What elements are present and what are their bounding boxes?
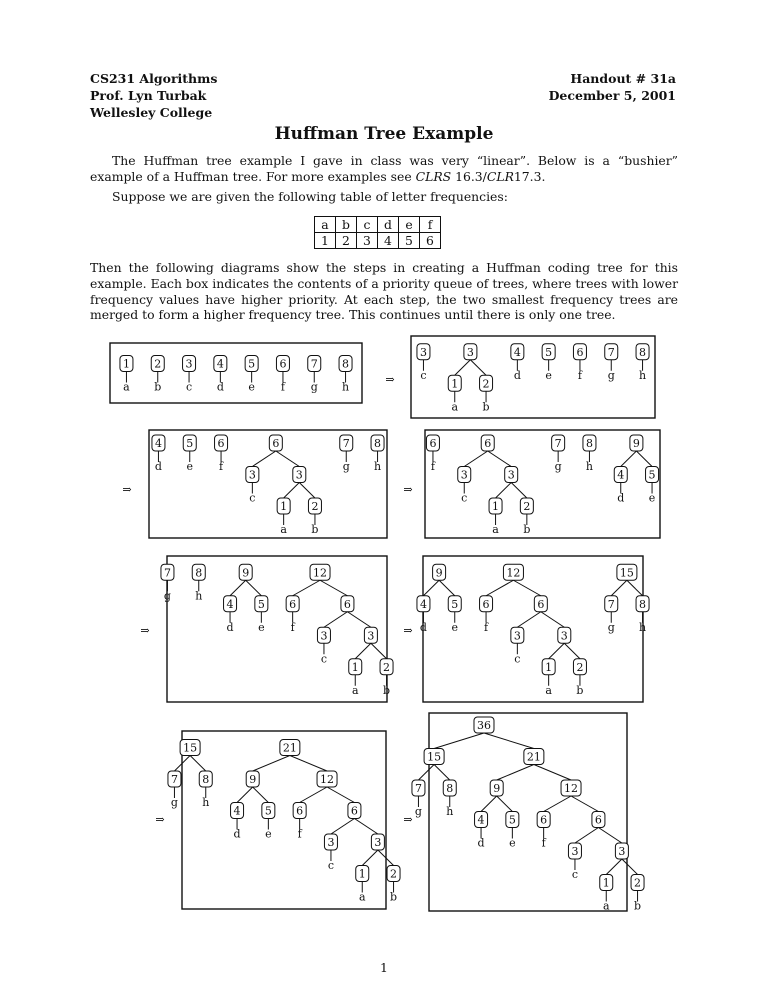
intro-text-end: 17.3. (513, 168, 546, 184)
frequency-value: 6 (289, 597, 297, 611)
leaf-letter: b (311, 523, 319, 536)
tree-edge (190, 756, 206, 772)
frequency-value: 8 (195, 566, 203, 580)
frequency-value: 4 (617, 468, 625, 482)
tree-edge (564, 643, 580, 659)
frequency-value: 3 (507, 468, 515, 482)
table-intro-paragraph: Suppose we are given the following table of letter frequencies: (112, 189, 508, 204)
frequency-value: 5 (508, 813, 516, 827)
frequency-value: 1 (280, 500, 288, 513)
tree-edge (627, 580, 643, 596)
frequency-value: 1 (358, 867, 366, 881)
tree-edge (464, 451, 487, 467)
leaf-letter: a (358, 890, 366, 904)
tree-edge (606, 859, 622, 875)
tree-edge (497, 765, 534, 781)
tree-edge (320, 580, 347, 596)
frequency-value: 3 (374, 836, 382, 849)
leaf-letter: g (607, 368, 615, 382)
frequency-value: 6 (279, 357, 287, 371)
frequency-value: 7 (607, 345, 615, 359)
leaf-letter: b (390, 890, 398, 904)
frequency-value: 9 (249, 773, 257, 786)
frequency-value: 4 (233, 804, 241, 818)
tree-edge (496, 483, 512, 499)
institution: Wellesley College (90, 105, 213, 120)
frequency-value: 3 (295, 468, 303, 482)
step-arrow: ⇒ (140, 624, 150, 637)
leaf-letter: g (310, 380, 318, 394)
tree-edge (598, 828, 621, 844)
step-6-diagram (403, 556, 649, 702)
frequency-value: 6 (343, 597, 351, 611)
tree-edge (534, 765, 571, 781)
frequency-cell: 3 (357, 233, 378, 249)
tree-edge (253, 756, 290, 772)
frequency-value: 9 (632, 437, 640, 450)
frequency-value: 15 (619, 566, 634, 580)
tree-edge (621, 451, 637, 467)
page-title: Huffman Tree Example (274, 124, 494, 144)
leaf-letter: f (290, 620, 295, 634)
leaf-letter: e (186, 460, 194, 473)
frequency-value: 7 (554, 437, 562, 450)
leaf-letter: b (383, 683, 391, 697)
handout-date: December 5, 2001 (548, 88, 676, 103)
frequency-cell: 1 (315, 233, 336, 249)
frequency-value: 3 (185, 357, 193, 371)
tree-edge (549, 643, 565, 659)
letter-cell: c (357, 217, 378, 233)
frequency-value: 7 (170, 773, 178, 786)
tree-edge (230, 580, 246, 596)
leaf-letter: a (280, 523, 287, 536)
instructor: Prof. Lyn Turbak (90, 88, 207, 103)
frequency-value: 3 (618, 845, 626, 858)
leaf-letter: b (576, 683, 584, 697)
frequency-value: 15 (183, 741, 198, 755)
frequency-value: 9 (493, 782, 501, 795)
tree-edge (252, 451, 275, 467)
frequency-value: 6 (272, 437, 280, 450)
leaf-letter: c (420, 368, 427, 382)
frequency-value: 5 (648, 468, 656, 482)
step-1-diagram (110, 343, 362, 403)
leaf-letter: h (374, 460, 382, 473)
tree-edge (293, 580, 320, 596)
frequency-value: 2 (523, 500, 531, 513)
frequency-value: 4 (477, 813, 485, 827)
leaf-letter: c (320, 652, 328, 666)
frequency-value: 8 (342, 357, 350, 371)
clrs-reference: CLRS (415, 168, 452, 184)
tree-edge (622, 859, 638, 875)
tree-edge (611, 580, 627, 596)
leaf-letter: b (482, 400, 490, 414)
frequency-value: 5 (248, 357, 256, 371)
clr-reference: CLR (486, 168, 514, 184)
frequency-value: 6 (482, 597, 490, 611)
leaf-letter: a (492, 523, 499, 536)
frequency-value: 36 (476, 719, 491, 732)
leaf-letter: g (163, 589, 171, 603)
leaf-letter: f (577, 368, 582, 382)
page-number: 1 (380, 960, 388, 975)
tree-edge (354, 819, 377, 835)
leaf-letter: g (342, 460, 350, 473)
tree-edge (484, 733, 534, 749)
leaf-letter: a (602, 899, 610, 913)
frequency-value: 8 (446, 782, 454, 795)
tree-edge (439, 580, 455, 596)
frequency-value: 7 (163, 566, 171, 580)
leaf-letter: d (154, 460, 162, 473)
frequency-value: 6 (576, 345, 584, 359)
tree-edge (486, 580, 513, 596)
tree-edge (455, 360, 471, 376)
frequency-value: 3 (248, 468, 256, 482)
leaf-letter: g (554, 460, 562, 473)
tree-edge (575, 828, 598, 844)
frequency-value: 2 (576, 660, 584, 674)
leaf-letter: d (477, 836, 485, 850)
frequency-cell: 4 (378, 233, 399, 249)
tree-edge (513, 580, 540, 596)
tree-edge (331, 819, 354, 835)
frequency-value: 3 (466, 345, 474, 359)
frequency-value: 1 (602, 876, 610, 890)
leaf-letter: b (154, 380, 162, 394)
frequency-value: 15 (427, 750, 442, 764)
frequency-value: 3 (460, 468, 468, 482)
leaf-letter: h (585, 460, 593, 473)
frequency-value: 6 (484, 437, 492, 450)
tree-edge (324, 612, 347, 628)
leaf-letter: f (430, 460, 435, 473)
leaf-letter: h (639, 368, 647, 382)
leaf-letter: e (258, 620, 265, 634)
leaf-letter: e (451, 620, 459, 634)
frequency-value: 5 (186, 437, 194, 450)
frequency-value: 6 (537, 597, 545, 611)
frequency-value: 8 (585, 437, 593, 450)
frequency-value: 12 (564, 782, 579, 795)
leaf-letter: f (541, 836, 546, 850)
leaf-letter: c (249, 491, 256, 505)
intro-text: The Huffman tree example I gave in class was very “linear”. Below is a “bushier” example of a Huffman tree. For more examples see (90, 153, 678, 184)
process-description: Then the following diagrams show the steps in creating a Huffman coding tree for this example. Each box indicates the contents of a priority queue of trees, where trees with lower frequency values have higher priority. At each step, the two smallest frequency trees are merged to form a higher frequency tree. This continues until there is only one tree. (90, 260, 678, 323)
leaf-letter: e (545, 368, 552, 382)
frequency-value: 6 (350, 804, 358, 818)
leaf-letter: a (123, 380, 130, 394)
tree-edge (418, 765, 434, 781)
tree-edge (371, 643, 387, 659)
leaf-letter: b (523, 523, 531, 536)
leaf-letter: a (451, 400, 459, 414)
tree-edge (571, 796, 598, 812)
frequency-value: 9 (435, 566, 443, 580)
frequency-value: 1 (351, 660, 359, 674)
leaf-letter: d (617, 491, 625, 505)
tree-edge (497, 796, 513, 812)
leaf-letter: c (571, 868, 579, 881)
tree-edge (481, 796, 497, 812)
priority-queue-box (411, 336, 655, 418)
frequency-value: 3 (560, 629, 568, 643)
tree-edge (517, 612, 540, 628)
leaf-letter: f (280, 380, 285, 394)
course-name: CS231 Algorithms (90, 71, 218, 86)
handout-number: Handout # 31a (570, 71, 676, 86)
tree-edge (290, 756, 327, 772)
letter-cell: b (336, 217, 357, 233)
tree-edge (544, 796, 571, 812)
leaf-letter: e (648, 491, 656, 505)
frequency-value: 21 (526, 750, 541, 764)
leaf-letter: a (545, 683, 552, 697)
frequency-value: 5 (451, 597, 459, 611)
frequency-value: 1 (451, 377, 459, 391)
leaf-letter: g (170, 796, 178, 809)
priority-queue-box (425, 430, 660, 538)
leaf-letter: f (484, 620, 489, 634)
frequency-value: 5 (264, 804, 272, 818)
tree-edge (327, 787, 354, 803)
frequency-value: 6 (594, 813, 602, 827)
leaf-letter: c (185, 380, 193, 394)
letter-cell: e (399, 217, 420, 233)
tree-edge (488, 451, 511, 467)
frequency-value: 8 (202, 773, 210, 786)
leaf-letter: d (226, 620, 234, 634)
leaf-letter: h (195, 589, 203, 603)
tree-edge (284, 483, 300, 499)
leaf-letter: f (297, 827, 302, 841)
leaf-letter: g (414, 805, 422, 818)
step-3-diagram (122, 430, 387, 538)
leaf-letter: f (219, 460, 224, 473)
frequency-value: 4 (154, 437, 162, 450)
frequency-value: 4 (216, 357, 224, 371)
tree-edge (434, 765, 450, 781)
frequency-value: 3 (571, 845, 579, 858)
frequency-value: 7 (342, 437, 350, 450)
tree-edge (237, 787, 253, 803)
frequency-value: 7 (310, 357, 318, 371)
frequency-value: 6 (540, 813, 548, 827)
tree-edge (636, 451, 652, 467)
leaf-letter: h (342, 380, 350, 394)
leaf-letter: c (327, 859, 335, 872)
step-7-diagram (155, 731, 400, 909)
frequency-value: 2 (383, 660, 391, 674)
frequency-value: 9 (242, 566, 250, 580)
tree-edge (470, 360, 486, 376)
leaf-letter: g (607, 620, 615, 634)
frequency-cell: 5 (399, 233, 420, 249)
frequency-value: 2 (390, 867, 398, 881)
leaf-letter: e (248, 380, 255, 394)
frequency-value: 6 (429, 437, 437, 450)
step-2-diagram (385, 336, 655, 418)
letter-cell: f (420, 217, 441, 233)
frequency-value: 8 (639, 597, 647, 611)
tree-edge (511, 483, 527, 499)
tree-edge (423, 580, 439, 596)
leaf-letter: e (265, 827, 272, 841)
frequency-cell: 2 (336, 233, 357, 249)
leaf-letter: d (419, 620, 427, 634)
priority-queue-box (110, 343, 362, 403)
leaf-letter: h (639, 620, 647, 634)
step-arrow: ⇒ (403, 813, 413, 826)
letter-cell: a (315, 217, 336, 233)
frequency-value: 4 (419, 597, 427, 611)
frequency-value: 1 (545, 660, 553, 674)
frequency-value: 5 (257, 597, 265, 611)
frequency-value: 4 (226, 597, 234, 611)
frequency-value: 6 (296, 804, 304, 818)
frequency-value: 6 (217, 437, 225, 450)
tree-edge (246, 580, 262, 596)
frequency-value: 12 (320, 773, 335, 786)
frequency-value: 2 (311, 500, 319, 513)
frequency-value: 5 (545, 345, 553, 359)
step-8-diagram (403, 713, 644, 913)
tree-edge (299, 483, 315, 499)
tree-edge (347, 612, 370, 628)
tree-edge (300, 787, 327, 803)
leaf-letter: b (634, 899, 642, 913)
leaf-letter: a (351, 683, 359, 697)
frequency-value: 4 (513, 345, 521, 359)
tree-edge (541, 612, 564, 628)
leaf-letter: d (216, 380, 224, 394)
frequency-value: 2 (154, 357, 162, 371)
step-arrow: ⇒ (122, 483, 132, 496)
leaf-letter: d (513, 368, 521, 382)
frequency-value: 8 (639, 345, 647, 359)
frequency-value: 2 (634, 876, 642, 890)
step-4-diagram (403, 430, 660, 538)
step-5-diagram (140, 556, 393, 702)
tree-edge (434, 733, 484, 749)
frequency-value: 12 (506, 566, 521, 580)
step-arrow: ⇒ (403, 483, 413, 496)
frequency-value: 2 (482, 377, 490, 391)
frequency-value: 1 (122, 357, 130, 371)
frequency-value: 8 (374, 437, 382, 450)
frequency-value: 1 (492, 500, 500, 513)
leaf-letter: c (514, 652, 521, 666)
leaf-letter: h (202, 796, 210, 809)
letter-cell: d (378, 217, 399, 233)
frequency-value: 7 (414, 782, 422, 795)
leaf-letter: h (446, 805, 454, 818)
step-arrow: ⇒ (385, 373, 395, 386)
frequency-value: 3 (367, 629, 375, 643)
leaf-letter: c (461, 491, 468, 505)
step-arrow: ⇒ (403, 624, 413, 637)
leaf-letter: e (509, 836, 516, 850)
frequency-value: 21 (282, 741, 297, 755)
frequency-value: 3 (327, 836, 335, 849)
frequency-value: 3 (419, 345, 427, 359)
frequency-cell: 6 (426, 233, 434, 248)
tree-edge (253, 787, 269, 803)
frequency-value: 3 (513, 629, 521, 643)
step-arrow: ⇒ (155, 813, 165, 826)
tree-edge (362, 850, 378, 866)
leaf-letter: d (233, 827, 241, 841)
tree-edge (355, 643, 371, 659)
frequency-value: 3 (320, 629, 328, 643)
frequency-value: 7 (607, 597, 615, 611)
tree-edge (276, 451, 299, 467)
frequency-value: 12 (313, 566, 328, 580)
intro-text-mid: 16.3/ (451, 168, 487, 184)
